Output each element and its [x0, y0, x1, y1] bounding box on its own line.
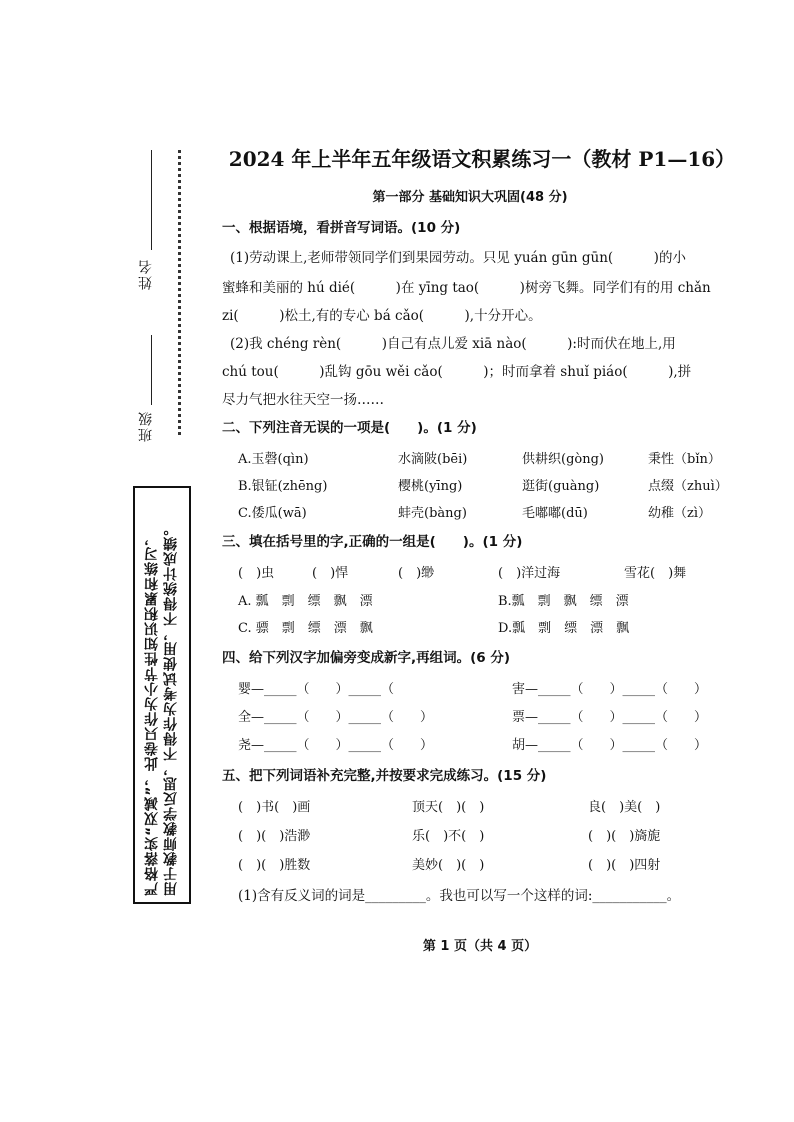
q1-heading: 一、根据语境，看拼音写词语。(10 分)	[222, 220, 461, 236]
q2-option: 幼稚（zì）	[648, 506, 712, 521]
q1-line: (2)我 chéng rèn( )自己有点儿爱 xiā nào( ):时而伏在地上,用	[230, 336, 676, 352]
q3-blank: ( )缈	[398, 566, 435, 581]
class-label: 班级	[138, 410, 154, 442]
q1-line: chú tou( )乱钩 gōu wěi cǎo( )；时而拿着 shuǐ piáo( ),拼	[222, 364, 692, 380]
q5-item: ( )( )四射	[588, 858, 661, 873]
q4-item: 票—_____（ ）_____（ ）	[512, 710, 708, 725]
q5-heading: 五、把下列词语补充完整,并按要求完成练习。(15 分)	[222, 768, 547, 784]
q4-item: 胡—_____（ ）_____（ ）	[512, 738, 708, 753]
q4-item: 害—_____（ ）_____（ ）	[512, 682, 708, 697]
q5-item: ( )( )旖旎	[588, 829, 661, 844]
notice-text	[143, 496, 181, 896]
page-number: 第 1 页（共 4 页）	[422, 939, 538, 954]
notice-line-1: 严格落实“双减”，此卷只作为小节性知识积累和练习，	[144, 530, 160, 896]
q2-option: C.倭瓜(wā)	[238, 506, 307, 521]
part-heading: 第一部分 基础知识大巩固(48 分)	[372, 190, 568, 205]
q3-blank: ( )悍	[312, 566, 349, 581]
q2-option: 供耕织(gòng)	[522, 452, 604, 467]
q5-item: 美妙( )( )	[412, 858, 485, 873]
q2-option: 逛街(guàng)	[522, 479, 600, 494]
q4-item: 尧—_____（ ）_____（ ）	[238, 738, 434, 753]
q5-sub1: (1)含有反义词的词是_________。我也可以写一个这样的词:___________。	[238, 888, 681, 904]
q1-line: 尽力气把水往天空一扬……	[222, 392, 384, 408]
q2-option: 秉性（bǐn）	[648, 452, 721, 467]
binding-dotted-line	[178, 150, 181, 435]
q5-item: ( )书( )画	[238, 800, 311, 815]
q3-blank: 雪花( )舞	[624, 566, 687, 581]
q5-item: 乐( )不( )	[412, 829, 485, 844]
q1-line: zi( )松土,有的专心 bá cǎo( ),十分开心。	[222, 308, 542, 324]
name-label: 姓名	[138, 258, 154, 290]
q3-option: D.瓢 剽 缥 漂 飘	[498, 621, 630, 636]
q4-heading: 四、给下列汉字加偏旁变成新字,再组词。(6 分)	[222, 650, 511, 666]
name-underline	[151, 150, 152, 250]
q5-item: 良( )美( )	[588, 800, 661, 815]
q3-blank: ( )洋过海	[498, 566, 561, 581]
q2-option: 樱桃(yīng)	[398, 479, 463, 494]
q2-option: 水滴陂(bēi)	[398, 452, 468, 467]
q1-line: 蜜蜂和美丽的 hú dié( )在 yīng tao( )树旁飞舞。同学们有的用 chǎn	[222, 280, 711, 296]
q5-item: ( )( )胜数	[238, 858, 311, 873]
class-underline	[151, 335, 152, 405]
q2-option: 蚌壳(bàng)	[398, 506, 467, 521]
q1-line: (1)劳动课上,老师带领同学们到果园劳动。只见 yuán gūn gūn( )的小	[230, 250, 686, 266]
q3-heading: 三、填在括号里的字,正确的一组是( )。(1 分)	[222, 534, 523, 550]
page-title: 2024 年上半年五年级语文积累练习一（教材 P1—16）	[228, 147, 736, 171]
q3-blank: ( )虫	[238, 566, 275, 581]
q2-option: 点缀（zhuì）	[648, 479, 728, 494]
q3-option: A. 瓢 剽 缥 飘 漂	[238, 594, 373, 609]
q3-option: C. 骠 剽 缥 漂 飘	[238, 621, 373, 636]
q2-heading: 二、下列注音无误的一项是( )。(1 分)	[222, 420, 477, 436]
q4-item: 婴—_____（ ）_____（	[238, 682, 395, 697]
q4-item: 全—_____（ ）_____（ ）	[238, 710, 434, 725]
q2-option: B.银钲(zhēng)	[238, 479, 328, 494]
q3-option: B.瓢 剽 飘 缥 漂	[498, 594, 629, 609]
notice-line-2: 用于教师教学反思，不得作为考试使用，不得统计成绩。	[163, 521, 179, 896]
q5-item: 顶天( )( )	[412, 800, 485, 815]
q2-option: 毛嘟嘟(dū)	[522, 506, 588, 521]
q5-item: ( )( )浩渺	[238, 829, 311, 844]
q2-option: A.玉磬(qìn)	[238, 452, 309, 467]
